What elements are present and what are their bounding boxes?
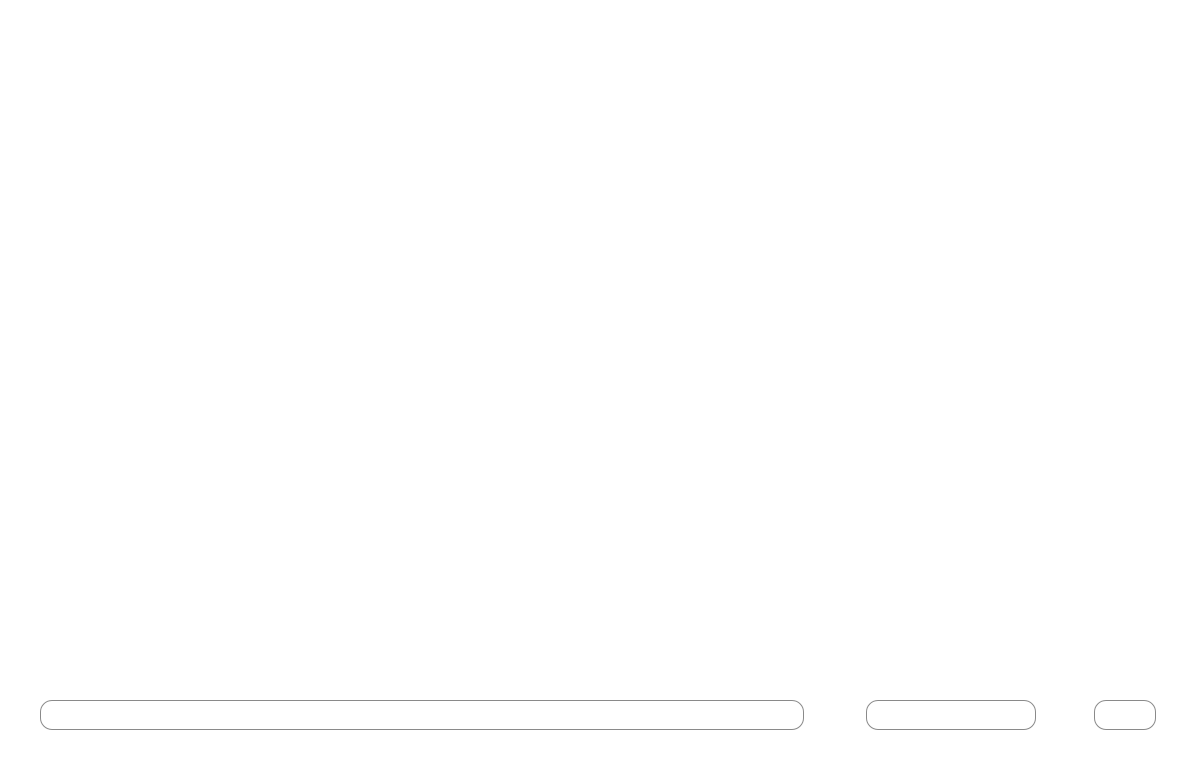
planner-footer	[40, 700, 1160, 732]
weekday-top-section	[40, 37, 1160, 384]
spiral-binding	[36, 375, 1164, 417]
week-field[interactable]	[1094, 700, 1156, 730]
month-field[interactable]	[866, 700, 1036, 730]
weekday-bottom-section	[40, 422, 1160, 688]
notes-field[interactable]	[40, 700, 804, 730]
